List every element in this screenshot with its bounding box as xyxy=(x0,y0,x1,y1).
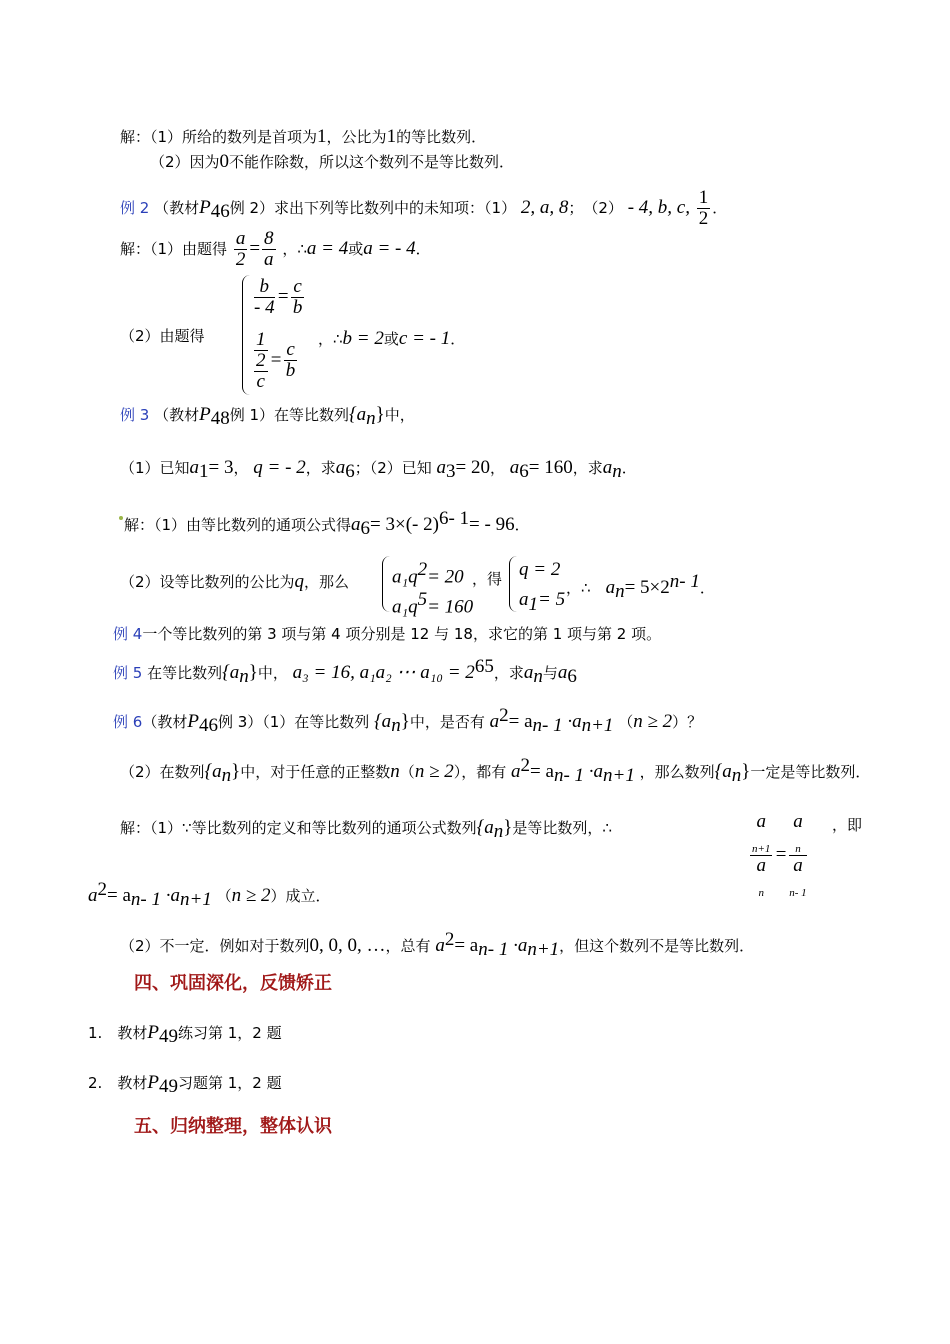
example-3: 例 3 （教材$P_{48}$例 1）在等比数列$\{a_n\}$中， xyxy=(120,404,415,429)
brace xyxy=(509,556,517,612)
brace xyxy=(242,275,251,395)
example-6: 例 6（教材$P_{46}$例 3）（1）在等比数列 $\{a_n\}$中，是否有 $a^2= a_{n- 1} \cdot a_{n+1}$ （n ≥ 2）？ xyxy=(113,705,703,736)
example-label: 例 6 xyxy=(113,713,143,731)
example-6-solution-1: 解：（1）∵等比数列的定义和等比数列的通项公式数列$\{a_n\}$是等比数列，∴ xyxy=(120,817,612,842)
system-line-1: $a_1q^2= 20$ xyxy=(392,559,464,588)
example-2-solution-1: 解：（1）由题得 $\frac{a}{2}$ = $\frac{8}{a}$ ，∴a = 4或a = - 4． xyxy=(120,228,431,270)
example-label: 例 3 xyxy=(120,406,150,424)
list-item: 1. 教材$P_{49}$练习第 1，2 题 xyxy=(88,1022,282,1047)
example-2-solution-2-label: （2）由题得 xyxy=(120,327,205,345)
list-item: 2. 教材$P_{49}$习题第 1，2 题 xyxy=(88,1072,282,1097)
system-eq-1: $\frac{b}{- 4}$ = $\frac{c}{b}$ xyxy=(254,276,303,318)
example-6-solution-1-cont: $a^2= a_{n- 1} \cdot a_{n+1}$ （n ≥ 2）成立． xyxy=(88,879,331,910)
result-line-1: q = 2 xyxy=(519,559,561,580)
example-6-part-2: （2）在数列$\{a_n\}$中，对于任意的正整数n（n ≥ 2），都有 $a^2= a_{n- 1} \cdot a_{n+1}$ ，那么数列$\{a_n\}$一定是等比数列． xyxy=(120,755,871,786)
example-3-solution-1: 解：（1）由等比数列的通项公式得$a_6= 3\times(-$ 2)$^{6- 1}$= - 96． xyxy=(124,508,530,539)
system-line-2: $a_1q^5= 160$ xyxy=(392,589,474,618)
example-2: 例 2 （教材$P_{46}$例 2）求出下列等比数列中的未知项：（1） 2, a, 8； （2） - 4, b, c, $\frac{1}{2}$ ． xyxy=(120,187,728,229)
example-label: 例 4 xyxy=(113,625,143,643)
example-label: 例 2 xyxy=(120,198,150,217)
example-4: 例 4一个等比数列的第 3 项与第 4 项分别是 12 与 18，求它的第 1 项与第 2 项。 xyxy=(113,625,662,643)
sol-line-2: （2）因为0不能作除数，所以这个数列不是等比数列． xyxy=(150,151,515,172)
example-label: 例 5 xyxy=(113,664,143,682)
brace xyxy=(382,556,390,612)
get-label: ，得 xyxy=(472,570,503,588)
section-5-title: 五、归纳整理，整体认识 xyxy=(134,1116,332,1137)
example-3-question: （1）已知$a_1= 3$， q = - 2，求$a_6$；（2）已知 $a_3= 20$， $a_6= 160$，求$a_n$． xyxy=(120,457,637,482)
example-2-result: ，∴b = 2或c = - 1． xyxy=(318,328,466,349)
final-answer: ，∴ $a_n= 5\times 2^{n- 1}$． xyxy=(566,571,715,602)
result-line-2: $a_1= 5$ xyxy=(519,589,566,615)
example-3-solution-2: （2）设等比数列的公比为q，那么 xyxy=(120,571,350,592)
example-5: 例 5 在等比数列$\{a_n\}$中， a₃ = 16, a₁a₂ ⋯ $a_{10} = 2^{65}$，求$a_n$与$a_6$ xyxy=(113,656,577,687)
ratio-fractions: a $_{n+1}$ a $_n$ = a $_n$ a $_{n- 1}$ xyxy=(752,811,807,900)
sol-line-1: 解：（1）所给的数列是首项为1，公比为1的等比数列． xyxy=(120,126,487,147)
marker-dot xyxy=(119,516,123,520)
section-4-title: 四、巩固深化，反馈矫正 xyxy=(134,973,332,994)
system-eq-2: 1 2 c = $\frac{c}{b}$ xyxy=(256,329,296,392)
example-6-solution-2: （2）不一定．例如对于数列0, 0, 0, …，总有 $a^2= a_{n- 1} \cdot a_{n+1}$，但这个数列不是等比数列． xyxy=(120,929,755,960)
ji-label: ，即 xyxy=(832,816,863,834)
